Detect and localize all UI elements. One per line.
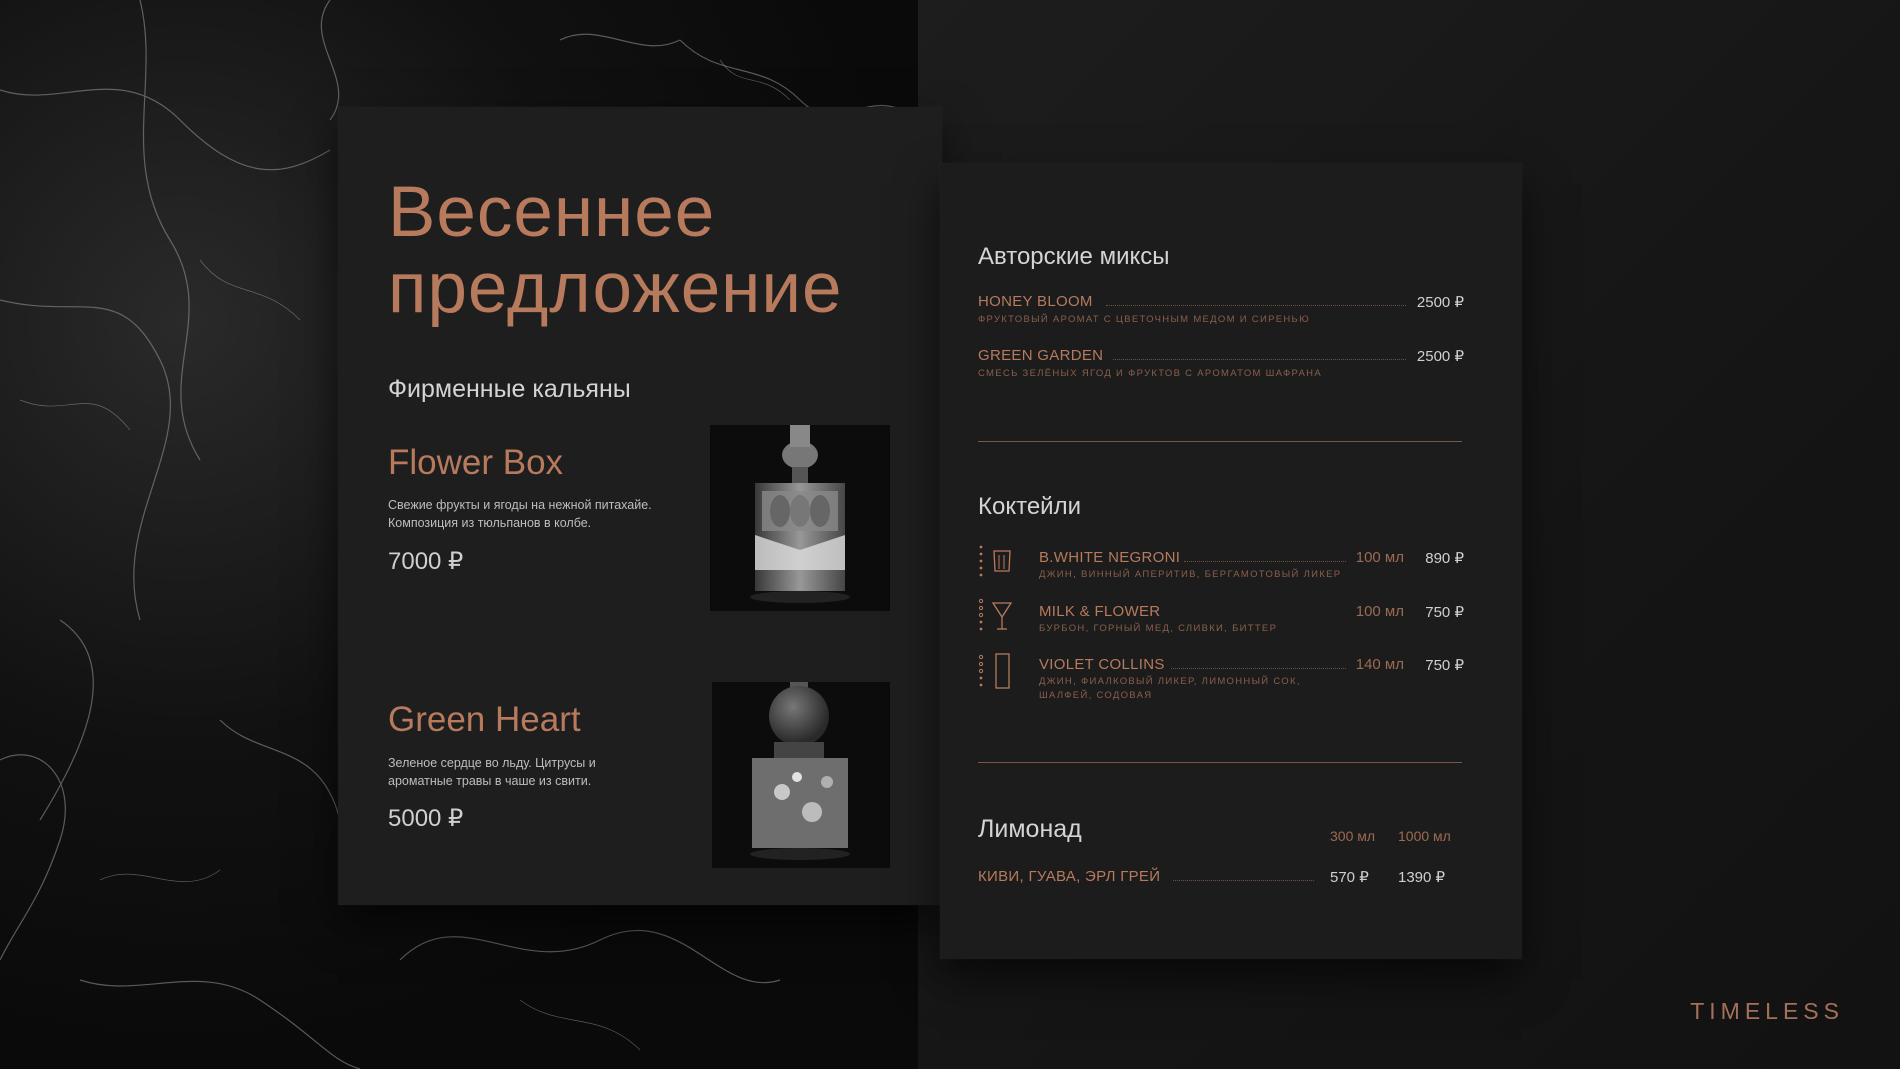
page-title <box>388 175 843 327</box>
volume-large-header: 1000 мл <box>1398 828 1451 844</box>
dot-leader <box>1171 668 1346 669</box>
menu-item-lemonade <box>978 868 1464 888</box>
section-heading-hookahs: Фирменные кальяны <box>388 375 631 403</box>
product-price-flower-box: 7000 ₽ <box>388 548 464 575</box>
item-price-large: 1390 ₽ <box>1398 869 1446 886</box>
dot-leader <box>1173 880 1314 881</box>
brand-logo: TIMELESS <box>1690 998 1844 1024</box>
product-name-green-heart: Green Heart <box>388 700 581 739</box>
menu-item-green-garden <box>978 347 1464 367</box>
item-name: GREEN GARDEN <box>978 347 1104 364</box>
desc-line: Композиция из тюльпанов в колбе. <box>388 516 592 530</box>
item-price: 2500 ₽ <box>1416 294 1464 311</box>
item-price: 750 ₽ <box>1425 657 1464 674</box>
item-description: СМЕСЬ ЗЕЛЁНЫХ ЯГОД И ФРУКТОВ С АРОМАТОМ ШАФРАНА <box>978 368 1322 379</box>
menu-item-honey-bloom <box>978 293 1464 313</box>
desc-line: ДЖИН, ФИАЛКОВЫЙ ЛИКЕР, ЛИМОННЫЙ СОК, <box>1039 676 1301 687</box>
product-name-flower-box: Flower Box <box>388 443 564 482</box>
dot-leader <box>1184 561 1346 562</box>
item-volume: 100 мл <box>1355 549 1404 566</box>
item-name: B.WHITE NEGRONI <box>1039 549 1181 566</box>
item-price-small: 570 ₽ <box>1330 869 1369 886</box>
product-price-green-heart: 5000 ₽ <box>388 805 464 832</box>
title-line-2: предложение <box>388 249 843 328</box>
desc-line: Свежие фрукты и ягоды на нежной питахайе. <box>388 498 652 512</box>
item-name: MILK & FLOWER <box>1039 603 1161 620</box>
section-heading-mixes: Авторские миксы <box>978 243 1170 270</box>
desc-line: Зеленое сердце во льду. Цитрусы и <box>388 756 596 770</box>
volume-small-header: 300 мл <box>1330 828 1376 844</box>
spring-offer-card <box>338 107 942 905</box>
menu-item-white-negroni <box>1039 549 1464 569</box>
item-name: HONEY BLOOM <box>978 293 1093 310</box>
item-description: ДЖИН, ВИННЫЙ АПЕРИТИВ, БЕРГАМОТОВЫЙ ЛИКЕР <box>1039 569 1342 580</box>
product-desc-green-heart <box>388 754 688 790</box>
item-volume: 140 мл <box>1355 656 1404 673</box>
item-name: VIOLET COLLINS <box>1039 656 1165 673</box>
item-description: БУРБОН, ГОРНЫЙ МЕД, СЛИВКИ, БИТТЕР <box>1039 623 1278 634</box>
item-price: 2500 ₽ <box>1416 348 1464 365</box>
title-line-1: Весеннее <box>388 173 716 252</box>
dot-leader <box>1113 359 1406 360</box>
menu-item-violet-collins <box>1039 656 1464 676</box>
item-description <box>1039 675 1301 703</box>
section-heading-cocktails: Коктейли <box>978 493 1081 520</box>
section-heading-lemonade: Лимонад <box>978 815 1082 843</box>
highball-glass-icon <box>978 651 1018 701</box>
desc-line: ШАЛФЕЙ, СОДОВАЯ <box>1039 690 1153 701</box>
menu-card <box>940 163 1522 959</box>
item-price: 890 ₽ <box>1425 550 1464 567</box>
hookah-flower-box-image <box>710 425 890 611</box>
desc-line: ароматные травы в чаше из свити. <box>388 774 592 788</box>
item-name: КИВИ, ГУАВА, ЭРЛ ГРЕЙ <box>978 868 1161 885</box>
divider <box>978 441 1462 442</box>
menu-item-milk-flower <box>1039 603 1464 623</box>
wine-glass-icon <box>978 597 1018 647</box>
divider <box>978 762 1462 763</box>
rocks-glass-icon <box>978 543 1018 593</box>
item-price: 750 ₽ <box>1425 604 1464 621</box>
product-desc-flower-box <box>388 496 688 532</box>
item-description: ФРУКТОВЫЙ АРОМАТ С ЦВЕТОЧНЫМ МЕДОМ И СИРЕНЬЮ <box>978 314 1310 325</box>
item-volume: 100 мл <box>1355 603 1404 620</box>
hookah-green-heart-image <box>712 682 890 868</box>
dot-leader <box>1106 305 1406 306</box>
